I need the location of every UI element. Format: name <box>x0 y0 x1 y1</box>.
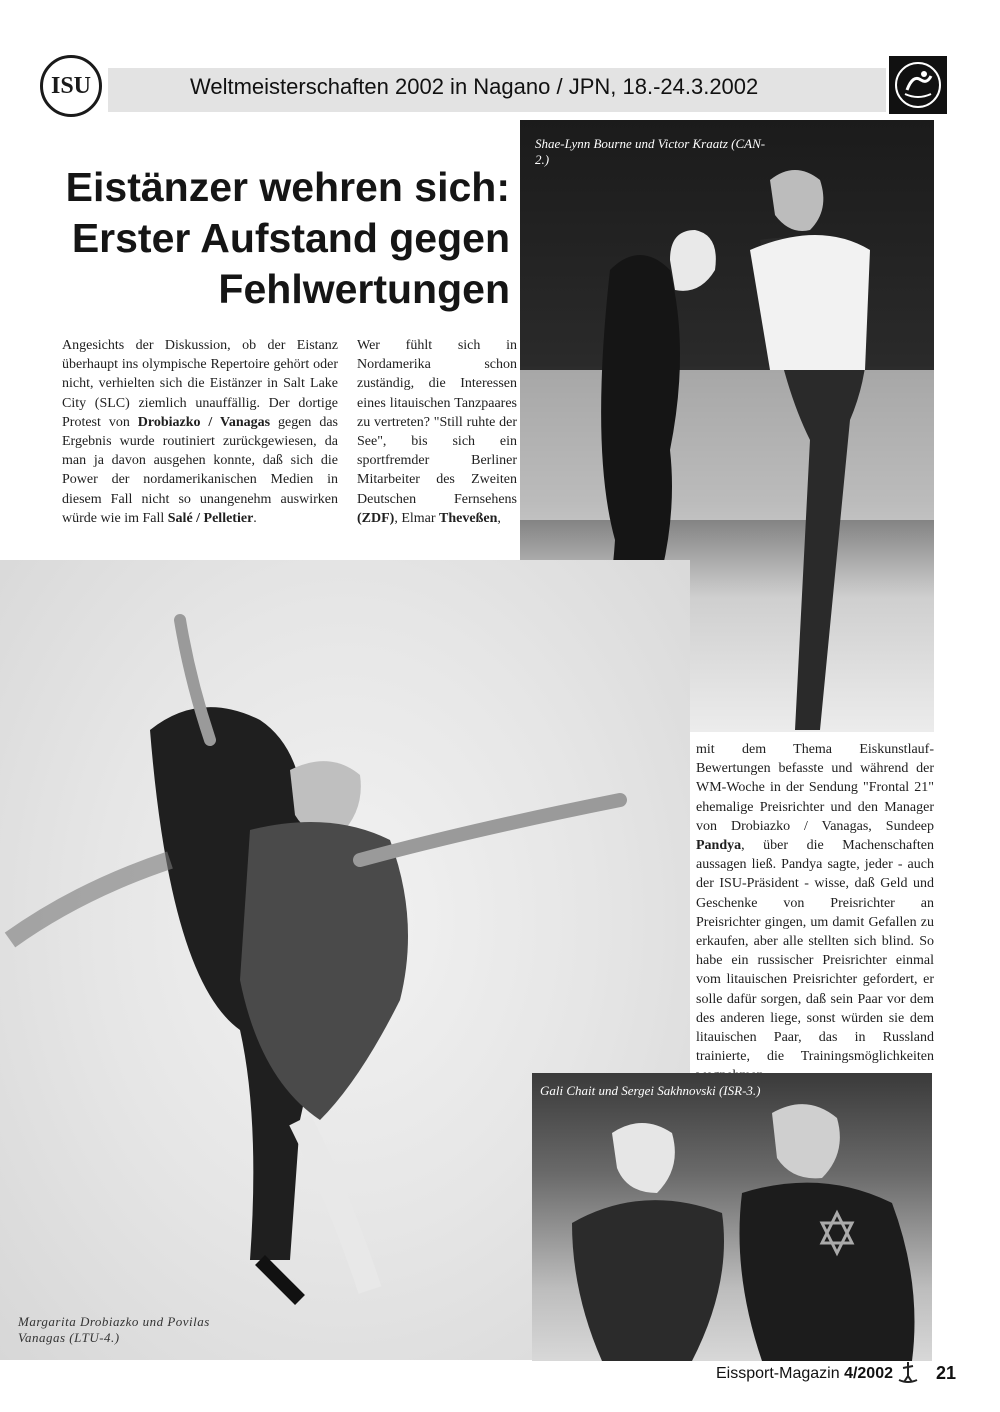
isu-logo <box>40 55 102 117</box>
emphasized-name: Theveßen <box>439 510 498 526</box>
text-run: mit dem Thema Eiskunstlauf-Bewertungen befasste und während der WM-Woche in der Sendung "Frontal 21" ehemalige Preisrichter und den Manager von Drobiazko / Vanagas, Sundeep <box>696 742 934 834</box>
article-headline <box>40 162 510 315</box>
article-column-1 <box>62 336 338 528</box>
emphasized-name: Drobiazko / Vanagas <box>137 414 271 430</box>
text-run: gegen das Ergebnis wurde routiniert zurückgewiesen, da man ja davon ausgehen konnte, daß sich die Power der nordamerikanischen Medien in diesem Fall nicht so unangenehm auswirken würde wie im Fall <box>62 414 339 526</box>
header-title: Weltmeisterschaften 2002 in Nagano / JPN, 18.-24.3.2002 <box>190 74 759 99</box>
photo-chait-sakhnovski <box>532 1073 932 1361</box>
headline-line-3: Fehlwertungen <box>218 266 510 312</box>
article-column-3 <box>696 740 934 1086</box>
headline-line-1: Eistänzer wehren sich: <box>65 164 510 210</box>
skater-logo-icon <box>895 1358 921 1386</box>
skaters-illustration-3 <box>532 1073 932 1361</box>
photo-2-caption: Margarita Drobiazko und Povilas Vanagas (LTU-4.) <box>18 1314 210 1345</box>
isu-logo-text: ISU <box>50 72 92 99</box>
emphasized-name: (ZDF) <box>357 510 395 526</box>
nagano-2002-logo <box>889 56 947 114</box>
magazine-name: Eissport-Magazin <box>716 1365 840 1382</box>
photo-3-caption: Gali Chait und Sergei Sakhnovski (ISR-3.) <box>540 1083 761 1098</box>
text-run: Wer fühlt sich in Nordamerika schon zuständig, die Interessen eines litauischen Tanzpaares zu vertreten? "Still ruhte der See", bis sich ein sportfremder Berliner Mitarbeiter des Zweiten Deutschen Fernsehens <box>357 338 517 507</box>
page-number: 21 <box>936 1363 957 1383</box>
emphasized-name: Pandya <box>696 838 742 854</box>
footer-magazine <box>716 1365 893 1383</box>
headline-line-2: Erster Aufstand gegen <box>71 215 510 261</box>
emphasized-name: Salé / Pelletier <box>167 510 254 526</box>
text-run: , Elmar <box>394 510 440 526</box>
text-run: . <box>253 510 257 526</box>
article-column-2 <box>357 336 517 528</box>
text-run: , über die Machenschaften aussagen ließ. Pandya sagte, jeder - auch der ISU-Präsident - wisse, daß Geld und Geschenke von Preisrichter an Preisrichter gingen, um damit Gefallen zu erkaufen, aber alle stellten sich blind. So habe ein russischer Preisrichter einmal vom litauischen Preisrichter gefordert, er solle dafür sorgen, daß sein Paar vor dem des anderen liege, sonst würden sie dem litauischen Paar, das in Russland trainierte, die Trainingsmöglichkeiten <box>696 838 934 1065</box>
text-run: , <box>497 510 501 526</box>
magazine-issue: 4/2002 <box>844 1365 893 1382</box>
photo-1-caption: Shae-Lynn Bourne und Victor Kraatz (CAN-2.) <box>535 136 766 167</box>
text-run: Angesichts der Diskussion, ob der Eistanz überhaupt ins olympische Repertoire gehört oder nicht, verhielten sich die Eistänzer in Salt Lake City (SLC) ziemlich unauffällig. Der dortige Protest von <box>62 338 338 430</box>
nagano-emblem-icon <box>893 60 943 110</box>
